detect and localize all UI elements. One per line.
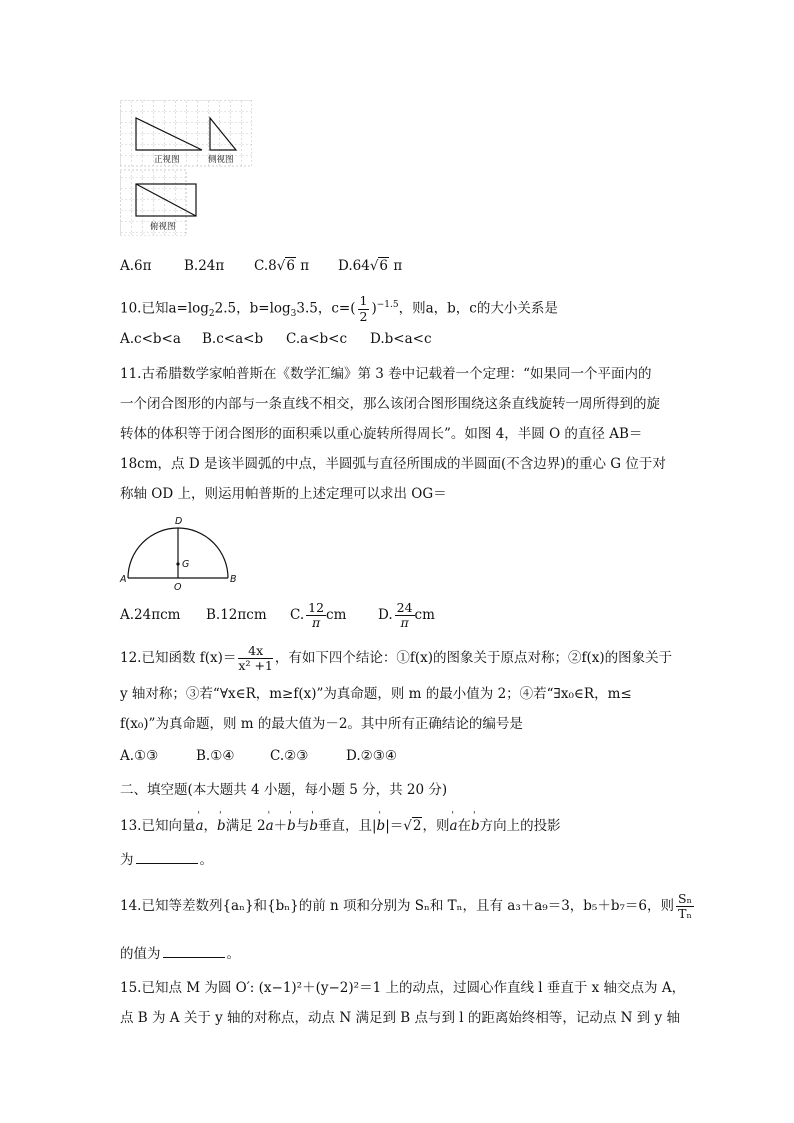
side-view-label: 侧视图 <box>208 155 234 165</box>
section-fill-in-title: 二、填空题(本大题共 4 小题，每小题 5 分，共 20 分) <box>120 782 448 798</box>
q15-line1: 15.已知点 M 为圆 O′: (x−1)²＋(y−2)²＝1 上的动点，过圆心作直线 l 垂直于 x 轴交点为 A， <box>120 980 686 996</box>
q9-option-a: A.6π <box>120 258 152 274</box>
q14-answer-blank[interactable] <box>163 945 225 958</box>
q11-line3: 转体的体积等于闭合图形的面积乘以重心旋转所得周长”。如图 4，半圆 O 的直径 AB＝ <box>120 426 643 442</box>
label-o: O <box>174 582 182 593</box>
q12-line3: f(x₀)”为真命题，则 m 的最大值为－2。其中所有正确结论的编号是 <box>120 716 523 732</box>
front-view-label: 正视图 <box>154 155 180 165</box>
q11-line4: 18cm，点 D 是该半圆弧的中点，半圆弧与直径所围成的半圆面(不含边界)的重心 G 位于对 <box>120 456 666 472</box>
q12-line2: y 轴对称；③若“∀x∈R，m≥f(x)”为真命题，则 m 的最小值为 2；④若“∃x₀∈R，m≤ <box>120 686 632 702</box>
semicircle-figure <box>118 514 242 594</box>
q11-option-d: D. $\frac{24}{\pi}$ cm <box>378 599 435 630</box>
q13-line2: 为 。 <box>120 852 213 868</box>
q13-stem: 13.已知向量' a，' b满足 2' a＋' b与' b垂直，且|' b|＝√2，则' a在' b方向上的投影 <box>120 816 561 836</box>
three-view-figure <box>120 100 252 236</box>
q11-line5: 称轴 OD 上，则运用帕普斯的上述定理可以求出 OG＝ <box>120 486 447 502</box>
q14-line2: 的值为 。 <box>120 946 240 962</box>
q11-line1: 11.古希腊数学家帕普斯在《数学汇编》第 3 卷中记载着一个定理：“如果同一个平面内的 <box>120 366 652 382</box>
q15-line2: 点 B 为 A 关于 y 轴的对称点，动点 N 满足到 B 点与到 l 的距离始终相等，记动点 N 到 y 轴 <box>120 1010 680 1026</box>
q9-option-b: B.24π <box>184 258 225 274</box>
q11-line2: 一个闭合图形的内部与一条直线不相交，那么该闭合图形围绕这条直线旋转一周所得到的旋 <box>120 396 660 412</box>
label-g: G <box>182 559 190 570</box>
q13-answer-blank[interactable] <box>136 851 198 864</box>
label-b: B <box>230 574 237 585</box>
q14-stem: 14.已知等差数列{aₙ}和{bₙ}的前 n 项和分别为 Sₙ和 Tₙ，且有 a₃＋a₉＝3，b₅＋b₇＝6，则 $\frac{\text{Sₙ}}{\text{Tₙ}}$ <box>120 890 692 921</box>
top-view-label: 俯视图 <box>150 222 176 232</box>
q11-option-c: C. $\frac{12}{\pi}$ cm <box>290 599 347 630</box>
q9-option-d: D.64√6 π <box>338 258 403 274</box>
label-a: A <box>120 574 127 585</box>
q9-option-c: C.8√6 π <box>254 258 310 274</box>
q10-stem: 10.已知$a=\log_22.5$，$b=\log_33.5$，c=( $\frac{1}{2}$ )$^{-1.5}$，则a，b，c的大小关系是 <box>120 293 558 324</box>
label-d: D <box>175 516 183 527</box>
q12-stem: 12.已知函数 f(x)＝ $\frac{4x}{\text{x² +1}}$ ，有如下四个结论：①f(x)的图象关于原点对称；②f(x)的图象关于 <box>120 642 673 673</box>
point-g <box>176 562 179 565</box>
